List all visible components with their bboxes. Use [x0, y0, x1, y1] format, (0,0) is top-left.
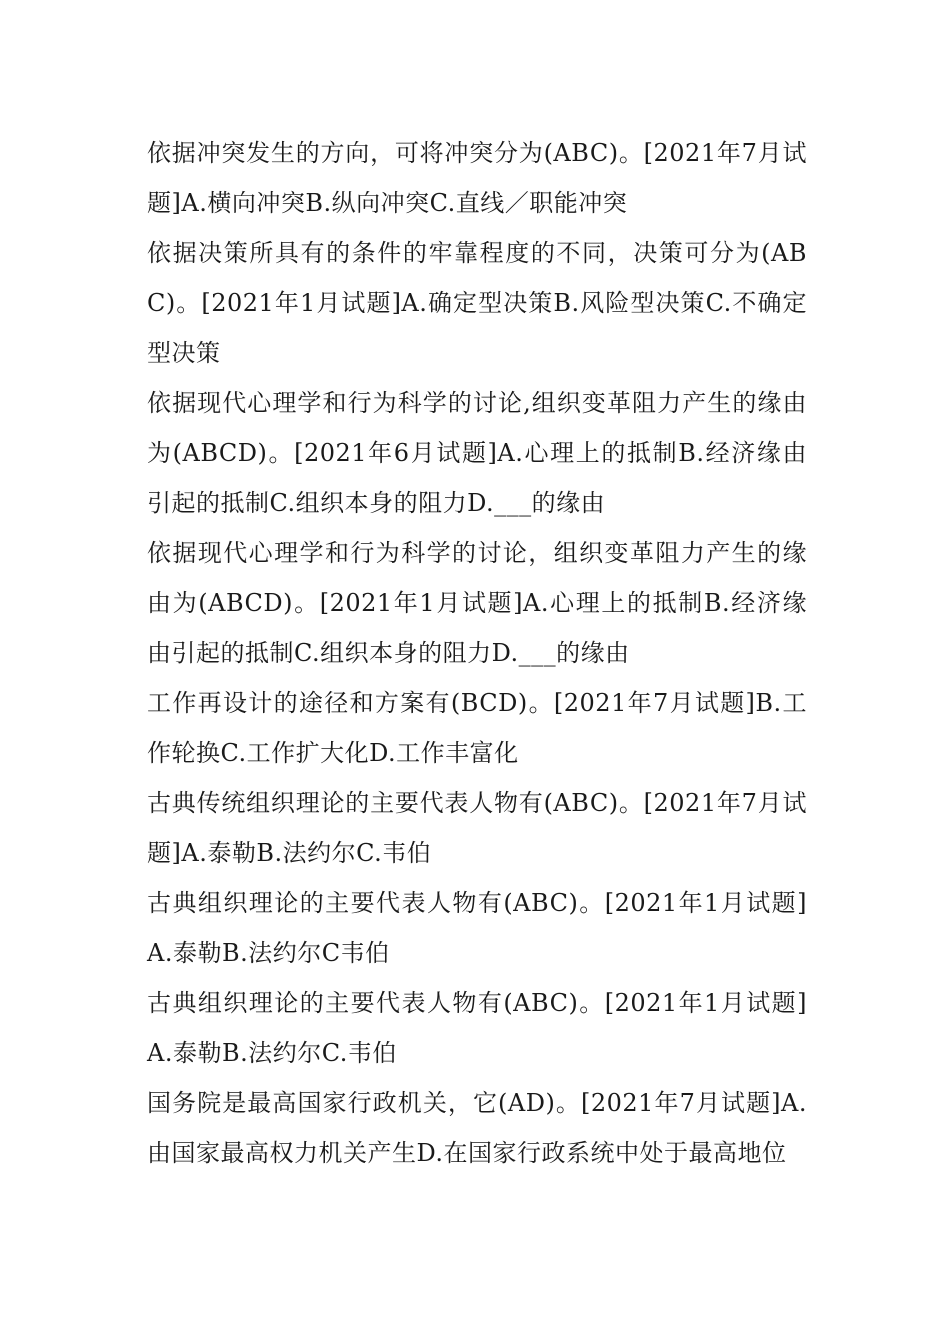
- question-paragraph-7: 古典组织理论的主要代表人物有(ABC)。[2021年1月试题]A.泰勒B.法约尔C韦伯: [147, 889, 807, 967]
- question-paragraph-6: 古典传统组织理论的主要代表人物有(ABC)。[2021年7月试题]A.泰勒B.法约尔C.韦伯: [147, 789, 807, 867]
- question-paragraph-3: 依据现代心理学和行为科学的讨论,组织变革阻力产生的缘由为(ABCD)。[2021年6月试题]A.心理上的抵制B.经济缘由引起的抵制C.组织本身的阻力D.___的缘由: [147, 389, 807, 517]
- question-paragraph-5: 工作再设计的途径和方案有(BCD)。[2021年7月试题]B.工作轮换C.工作扩大化D.工作丰富化: [147, 689, 807, 767]
- question-paragraph-4: 依据现代心理学和行为科学的讨论，组织变革阻力产生的缘由为(ABCD)。[2021年1月试题]A.心理上的抵制B.经济缘由引起的抵制C.组织本身的阻力D.___的缘由: [147, 539, 807, 667]
- question-paragraph-2: 依据决策所具有的条件的牢靠程度的不同，决策可分为(ABC)。[2021年1月试题]A.确定型决策B.风险型决策C.不确定型决策: [147, 239, 807, 367]
- question-paragraph-9: 国务院是最高国家行政机关，它(AD)。[2021年7月试题]A.由国家最高权力机关产生D.在国家行政系统中处于最高地位: [147, 1089, 807, 1167]
- question-paragraph-1: 依据冲突发生的方向，可将冲突分为(ABC)。[2021年7月试题]A.横向冲突B.纵向冲突C.直线／职能冲突: [147, 139, 807, 217]
- question-paragraph-8: 古典组织理论的主要代表人物有(ABC)。[2021年1月试题]A.泰勒B.法约尔C.韦伯: [147, 989, 807, 1067]
- document-page: [147, 128, 807, 1178]
